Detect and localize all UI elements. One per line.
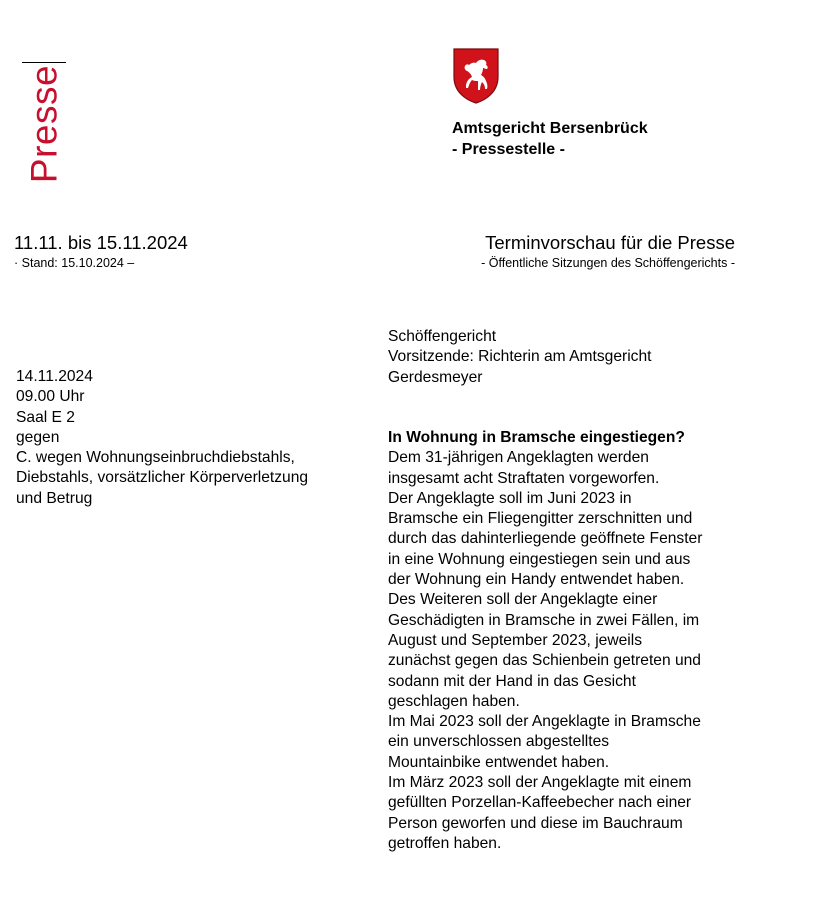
chair-line: Gerdesmeyer — [388, 368, 483, 386]
case-description — [388, 428, 702, 854]
week-range: 11.11. bis 15.11.2024 — [14, 232, 188, 253]
presse-vertical-label: Presse — [23, 64, 65, 184]
preview-subtitle: - Öffentliche Sitzungen des Schöffengerichts - — [481, 256, 735, 270]
session-details — [16, 367, 308, 509]
case-headline: In Wohnung in Bramsche eingestiegen? — [388, 429, 685, 446]
case-text-line: Bramsche ein Fliegengitter zerschnitten und — [388, 510, 693, 528]
against-label: gegen — [16, 428, 60, 446]
case-text-line: Der Angeklagte soll im Juni 2023 in — [388, 489, 632, 507]
session-date: 14.11.2024 — [16, 368, 93, 385]
case-text-line: sodann mit der Hand in das Gesicht — [388, 672, 636, 690]
court-panel — [388, 327, 651, 388]
court-name: Amtsgericht Bersenbrück — [452, 120, 648, 137]
case-text-line: getroffen haben. — [388, 834, 502, 852]
case-text-line: Geschädigten in Bramsche in zwei Fällen, im — [388, 611, 700, 629]
session-room: Saal E 2 — [16, 408, 75, 426]
case-text-line: zunächst gegen das Schienbein getreten und — [388, 652, 701, 670]
case-text-line: insgesamt acht Straftaten vorgeworfen. — [388, 469, 660, 487]
lower-saxony-horse-icon — [452, 47, 500, 105]
charges-line: Diebstahls, vorsätzlicher Körperverletzung — [16, 469, 309, 487]
session-time: 09.00 Uhr — [16, 388, 85, 406]
case-text-line: geschlagen haben. — [388, 692, 520, 710]
case-text-line: in eine Wohnung eingestiegen sein und aus — [388, 550, 691, 568]
case-text-line: Person geworfen und diese im Bauchraum — [388, 814, 683, 832]
case-text-line: Im März 2023 soll der Angeklagte mit einem — [388, 774, 692, 792]
case-text-line: Im Mai 2023 soll der Angeklagte in Bramsche — [388, 713, 701, 731]
chair-line: Vorsitzende: Richterin am Amtsgericht — [388, 348, 652, 366]
presse-divider-line — [22, 62, 66, 63]
court-type: Schöffengericht — [388, 328, 497, 345]
charges-line: und Betrug — [16, 489, 93, 507]
case-text-line: Dem 31-jährigen Angeklagten werden — [388, 449, 649, 467]
case-text-line: Mountainbike entwendet haben. — [388, 753, 610, 771]
preview-title: Terminvorschau für die Presse — [485, 232, 735, 253]
case-text-line: gefüllten Porzellan-Kaffeebecher nach einer — [388, 794, 692, 812]
case-text-line: durch das dahinterliegende geöffnete Fenster — [388, 530, 703, 548]
charges-line: C. wegen Wohnungseinbruchdiebstahls, — [16, 449, 295, 467]
stand-date: · Stand: 15.10.2024 – — [14, 256, 135, 270]
case-text-line: der Wohnung ein Handy entwendet haben. — [388, 571, 685, 589]
court-department: - Pressestelle - — [452, 141, 565, 158]
case-text-line: August und September 2023, jeweils — [388, 631, 642, 649]
case-text-line: Des Weiteren soll der Angeklagte einer — [388, 591, 658, 609]
case-text-line: ein unverschlossen abgestelltes — [388, 733, 610, 751]
